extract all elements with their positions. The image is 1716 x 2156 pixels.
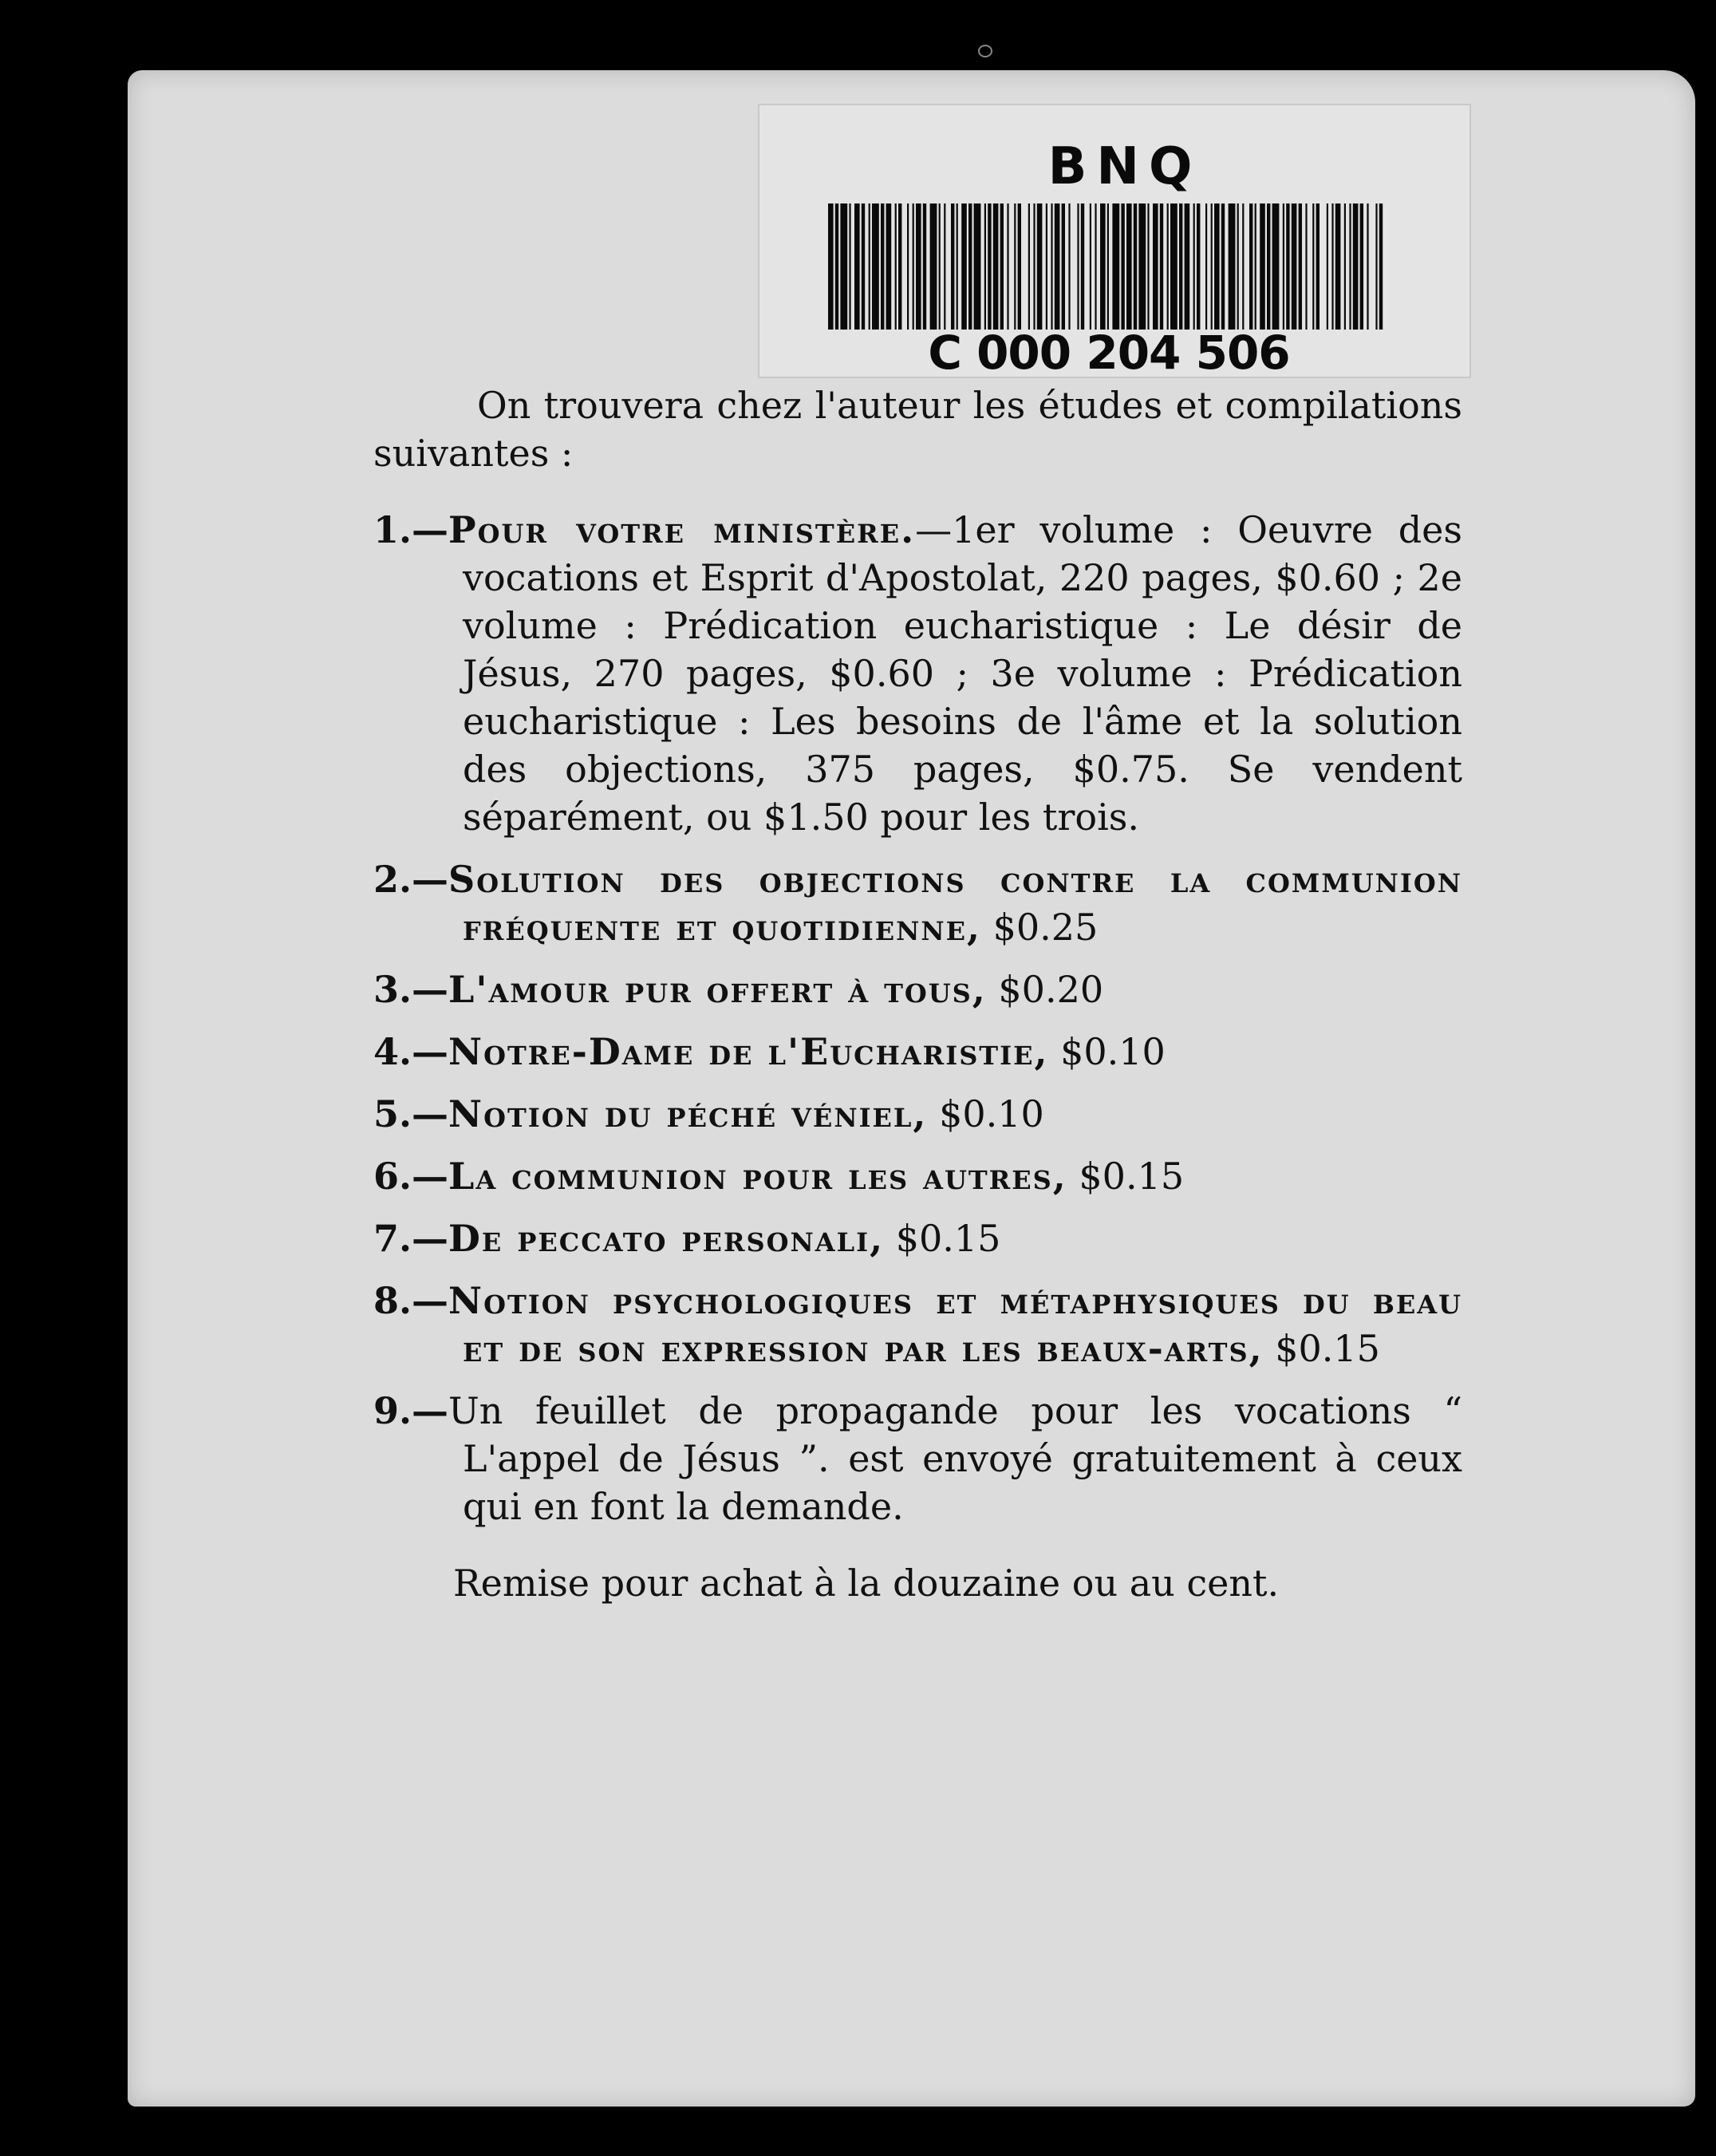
catalog-number: C 000 204 506: [928, 326, 1290, 380]
list-item: [373, 965, 1462, 1013]
item-text: $0.10: [1048, 1030, 1166, 1073]
item-number: 8.—: [373, 1279, 449, 1322]
barcode-bar: [1046, 203, 1047, 330]
barcode-bar: [1126, 203, 1132, 330]
item-title: De peccato personali,: [448, 1217, 885, 1260]
barcode-bar: [984, 203, 986, 330]
barcode-bar: [1316, 203, 1320, 330]
barcode-bar: [1068, 203, 1070, 330]
barcode-bar: [881, 203, 884, 330]
barcode-bar: [1349, 203, 1351, 330]
list-item: [373, 1387, 1462, 1530]
barcode-bar: [1007, 203, 1008, 330]
item-number: 7.—: [373, 1217, 449, 1260]
item-text: $0.20: [986, 968, 1104, 1011]
barcode-bar: [993, 203, 999, 330]
barcode-bar: [1018, 203, 1021, 330]
barcode-bar: [913, 203, 914, 330]
barcode-bar: [944, 203, 945, 330]
barcode-bar: [951, 203, 954, 330]
barcode-bar: [907, 203, 909, 330]
barcode-bar: [1185, 203, 1190, 330]
barcode-bar: [1331, 203, 1333, 330]
barcode-bar: [1153, 203, 1158, 330]
item-text: $0.15: [1263, 1327, 1380, 1370]
barcode-bar: [862, 203, 865, 330]
barcode-bar: [1051, 203, 1052, 330]
item-title: Notion du péché véniel,: [448, 1092, 928, 1135]
barcode-bar: [1360, 203, 1363, 330]
barcode-bar: [1179, 203, 1182, 330]
barcode-bar: [1375, 203, 1377, 330]
barcode-image: [828, 203, 1385, 330]
barcode-bar: [1077, 203, 1079, 330]
barcode-bar: [1170, 203, 1178, 330]
barcode-bar: [974, 203, 981, 330]
barcode-bar: [1305, 203, 1307, 330]
barcode-bar: [1000, 203, 1004, 330]
barcode-bar: [886, 203, 892, 330]
barcode-bar: [1160, 203, 1163, 330]
barcode-bar: [1379, 203, 1383, 330]
barcode-bar: [939, 203, 941, 330]
item-title: L'amour pur offert à tous,: [448, 968, 987, 1011]
barcode-bar: [1242, 203, 1244, 330]
barcode-bar: [1193, 203, 1195, 330]
item-number: 2.—: [373, 858, 449, 901]
barcode-bar: [1100, 203, 1106, 330]
item-number: 1.—: [373, 508, 449, 551]
closing-text: Remise pour achat à la douzaine ou au cent.: [453, 1562, 1280, 1605]
binding-hole-mark: [978, 45, 992, 57]
barcode-bar: [930, 203, 937, 330]
barcode-bar: [895, 203, 897, 330]
barcode-bar: [1134, 203, 1137, 330]
list-item: [373, 1214, 1462, 1262]
list-item: [373, 1028, 1462, 1076]
item-text: —1er volume : Oeuvre des vocations et Esprit d'Apostolat, 220 pages, $0.60 ; 2e volume : Prédication eucharistique : Le désir de Jésus, 270 pages, $0.60 ; 3e volume : Prédication eucharistique : Les besoins de l'âme et la solution des objections, 375 pages, $0.75. Se vendent séparément, ou $1.50 pour les trois.: [463, 508, 1462, 839]
barcode-bar: [1121, 203, 1124, 330]
list-item: [373, 506, 1462, 841]
barcode-bar: [1229, 203, 1236, 330]
barcode-bar: [1028, 203, 1030, 330]
barcode-bar: [1107, 203, 1109, 330]
barcode-bar: [1312, 203, 1314, 330]
barcode-bar: [1062, 203, 1065, 330]
barcode-bar: [854, 203, 860, 330]
barcode-bar: [872, 203, 879, 330]
item-title: Pour votre ministère.: [448, 508, 916, 551]
barcode-bar: [916, 203, 921, 330]
item-title: Notion psychologiques et métaphysiques du beau et de son expression par les beaux-arts,: [448, 1279, 1462, 1370]
barcode-bar: [1267, 203, 1270, 330]
barcode-bar: [1014, 203, 1016, 330]
barcode-bar: [1283, 203, 1284, 330]
item-number: 3.—: [373, 968, 449, 1011]
barcode-bar: [1197, 203, 1200, 330]
barcode-bar: [840, 203, 847, 330]
item-title: La communion pour les autres,: [448, 1155, 1067, 1198]
barcode-bar: [1237, 203, 1239, 330]
intro-text: On trouvera chez l'auteur les études et compilations suivantes :: [373, 384, 1462, 475]
barcode-bar: [961, 203, 967, 330]
barcode-bar: [1095, 203, 1096, 330]
list-item: [373, 855, 1462, 951]
barcode-bar: [1255, 203, 1256, 330]
barcode-bar: [1112, 203, 1119, 330]
barcode-bar: [923, 203, 926, 330]
list-item: [373, 1277, 1462, 1372]
barcode-bar: [988, 203, 991, 330]
barcode-bar: [1260, 203, 1265, 330]
barcode-bar: [835, 203, 838, 330]
item-number: 4.—: [373, 1030, 449, 1073]
barcode-bar: [1211, 203, 1213, 330]
item-number: 9.—: [373, 1389, 449, 1432]
barcode-bar: [1037, 203, 1043, 330]
barcode-bar: [869, 203, 870, 330]
list-item: [373, 1090, 1462, 1138]
barcode-bar: [1167, 203, 1169, 330]
library-code: BNQ: [1047, 137, 1202, 196]
item-text: $0.15: [1067, 1155, 1185, 1198]
item-text: $0.15: [884, 1217, 1001, 1260]
barcode-bar: [1249, 203, 1252, 330]
barcode-bar: [1055, 203, 1060, 330]
barcode-bar: [1299, 203, 1302, 330]
barcode-bar: [1327, 203, 1328, 330]
item-text: $0.10: [927, 1092, 1044, 1135]
item-title: Notre-Dame de l'Eucharistie,: [448, 1030, 1049, 1073]
barcode-bar: [957, 203, 958, 330]
publication-list: [373, 381, 1462, 1607]
barcode-bar: [1033, 203, 1035, 330]
barcode-bar: [1335, 203, 1341, 330]
barcode-bar: [1147, 203, 1149, 330]
barcode-bar: [1205, 203, 1207, 330]
barcode-bar: [1353, 203, 1359, 330]
item-number: 6.—: [373, 1155, 449, 1198]
barcode-bar: [1090, 203, 1091, 330]
barcode-bar: [1221, 203, 1225, 330]
barcode-bar: [898, 203, 901, 330]
list-item: [373, 1152, 1462, 1200]
barcode-bar: [1292, 203, 1297, 330]
barcode-bar: [968, 203, 972, 330]
barcode-bar: [1367, 203, 1368, 330]
item-title: Solution des objections contre la communion fréquente et quotidienne,: [448, 858, 1462, 949]
barcode-bar: [1272, 203, 1280, 330]
item-number: 5.—: [373, 1092, 449, 1135]
barcode-bar: [828, 203, 834, 330]
barcode-bar: [1214, 203, 1220, 330]
barcode-bar: [1138, 203, 1146, 330]
item-text: Un feuillet de propagande pour les vocations “ L'appel de Jésus ”. est envoyé gratuitement à ceux qui en font la demande.: [448, 1389, 1462, 1528]
barcode-bar: [849, 203, 850, 330]
item-text: $0.25: [981, 906, 1099, 949]
barcode-bar: [1286, 203, 1289, 330]
barcode-bar: [1344, 203, 1346, 330]
barcode-bar: [1081, 203, 1084, 330]
